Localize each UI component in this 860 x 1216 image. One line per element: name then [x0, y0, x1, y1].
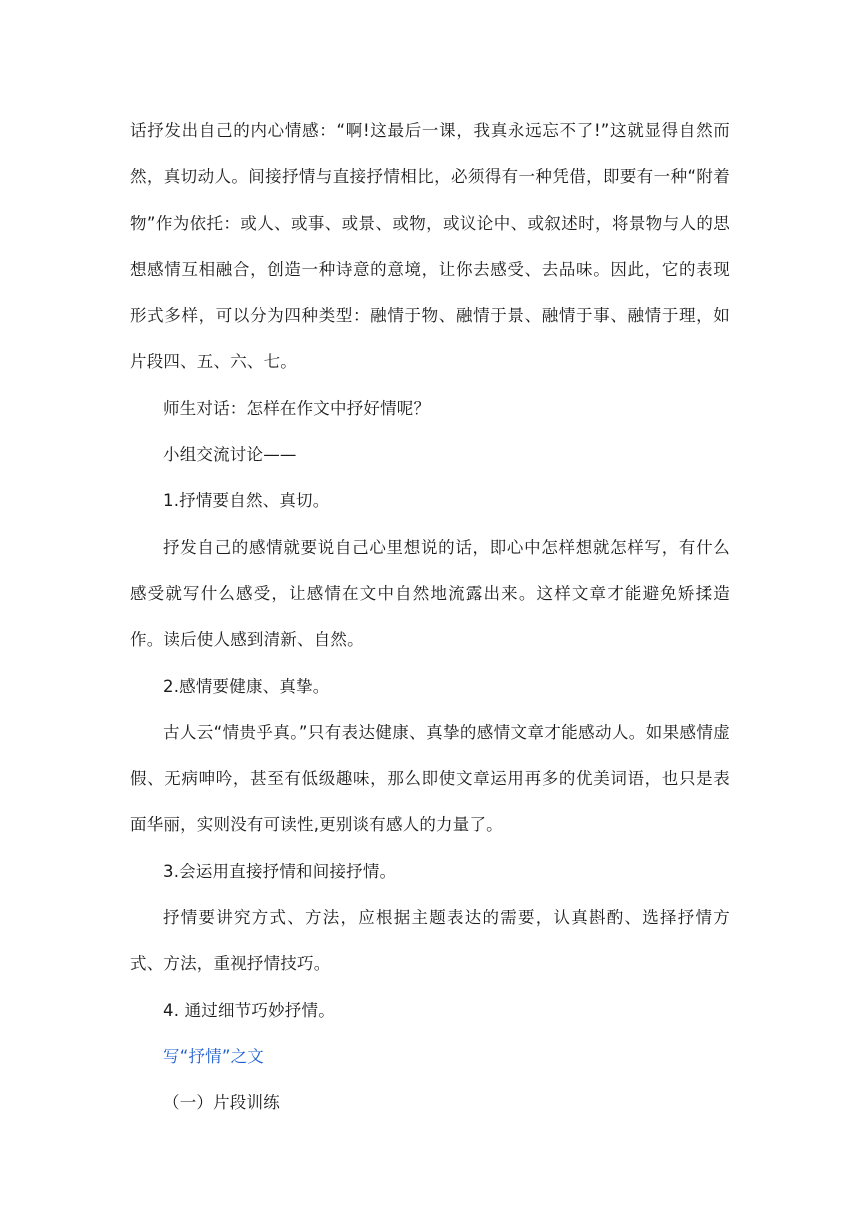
section-heading-write-lyrical: 写“抒情”之文 [163, 1046, 264, 1066]
paragraph-point-2-body: 古人云“情贵乎真。”只有表达健康、真挚的感情文章才能感动人。如果感情虚假、无病呻吟，甚至有低级趣味，那么即使文章运用再多的优美词语，也只是表面华丽，实则没有可读性,更别谈有感人的力量了。 [130, 722, 730, 835]
paragraph-point-1-body: 抒发自己的感情就要说自己心里想说的话，即心中怎样想就怎样写，有什么感受就写什么感受，让感情在文中自然地流露出来。这样文章才能避免矫揉造作。读后使人感到清新、自然。 [130, 537, 730, 650]
point-heading-4: 4. 通过细节巧妙抒情。 [163, 1000, 335, 1020]
point-heading-3: 3.会运用直接抒情和间接抒情。 [163, 861, 397, 881]
paragraph-continuation: 话抒发出自己的内心情感：“啊!这最后一课，我真永远忘不了!”这就显得自然而然，真切动人。间接抒情与直接抒情相比，必须得有一种凭借，即要有一种“附着物”作为依托：或人、或事、或景、或物，或议论中、或叙述时，将景物与人的思想感情互相融合，创造一种诗意的意境，让你去感受、去品味。因此，它的表现形式多样，可以分为四种类型：融情于物、融情于景、融情于事、融情于理，如片段四、五、六、七。 [130, 121, 730, 372]
point-heading-1: 1.抒情要自然、真切。 [163, 491, 330, 511]
paragraph-point-3-body: 抒情要讲究方式、方法，应根据主题表达的需要，认真斟酌、选择抒情方式、方法，重视抒情技巧。 [130, 908, 730, 974]
point-heading-2: 2.感情要健康、真挚。 [163, 676, 330, 696]
paragraph-group-discussion: 小组交流讨论—— [163, 445, 297, 465]
subsection-heading-fragment-training: （一）片段训练 [163, 1093, 280, 1113]
paragraph-teacher-student-dialogue: 师生对话：怎样在作文中抒好情呢？ [163, 398, 431, 418]
document-body [130, 108, 730, 1127]
